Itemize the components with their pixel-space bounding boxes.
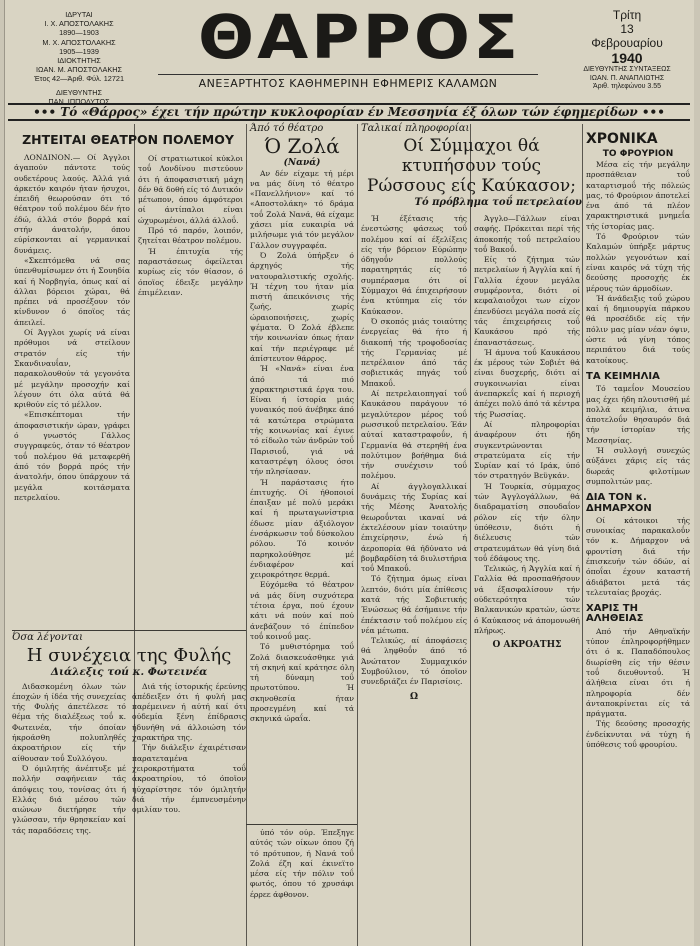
paragraph: Ή έξέτασις τής ένεστώσης φάσεως τοΰ πολέμου καί αί έξελίξεις είς τήν βόρειον Εύρώπην όδηγοΰν πολλούς παρατηρητάς είς τό συμπέρασμα ότι οί Σύμμαχοι θά έπιχειρήσουν ένα κτύπημα είς τόν Καύκασον. bbox=[361, 214, 467, 316]
founders-line: ΙΩΑΝ. Μ. ΑΠΟΣΤΟΛΑΚΗΣ bbox=[36, 65, 122, 75]
newspaper-subtitle: ΑΝΕΞΑΡΤΗΤΟΣ ΚΑΘΗΜΕΡΙΝΗ ΕΦΗΜΕΡΙΣ ΚΑΛΑΜΩΝ bbox=[158, 74, 538, 90]
paragraph: Οί στρατιωτικοί κύκλοι τοΰ Λονδίνου πιστεύουν ότι ή άποφασιστική μάχη δέν θά δοθή είς τό Δυτικόν μέτωπον, όπου άμφότεροι οί άντίπαλοι είναι ώχυρωμένοι, άλλά άλλοΰ. bbox=[138, 154, 243, 225]
column-rule bbox=[582, 124, 583, 946]
paragraph: Οί Άγγλοι χωρίς νά είναι πρόθυμοι νά στείλουν στρατόν είς τήν Σκανδιναυΐαν, παρακολουθούν τά γεγονότα μέ μεγάλην προσοχήν καί λέγουν ότι όλα αύτά θά κριθούν είς τό μέλλον. bbox=[14, 328, 130, 410]
paragraph: Ή συλλογή συνεχώς αύξάνει χάρις είς τάς δωρεάς φιλοτίμων συμπολιτών μας. bbox=[586, 446, 690, 486]
founders-line: Ι. Χ. ΑΠΟΣΤΟΛΑΚΗΣ bbox=[44, 19, 114, 29]
zola-subhead: (Νανά) bbox=[283, 158, 321, 169]
chronicles-column bbox=[586, 124, 690, 946]
paragraph: Διά τής ίστορικής έρεύνης άπέδειξεν ότι ή φυλή μας παρέμεινεν ή αύτή καί ότι ούδεμία ξένη έπίδρασις ήδυνήθη νά άλλοιώση τόν χαρακτήρα της. bbox=[132, 681, 246, 743]
paragraph: Μέσα είς τήν μεγάλην προσπάθειαν τοΰ καταρτισμοΰ τής πόλεώς μας, τό Φρούριον άποτελεί ένα άπό τά πλέον χαρακτηριστικά μνημεΐα τής ίστορίας μας. bbox=[586, 160, 690, 231]
paragraph: Τό μυθιστόρημα τοΰ Ζολά διασκευάσθηκε γιά τή σκηνή καί κράτησε όλη τή δύναμη τοΰ πρωτοτύπου. Ή σκηνοθεσία ήταν προσεγμένη καί τά σκηνικά ώραΐα. bbox=[250, 642, 354, 724]
month: Φεβρουαρίου bbox=[591, 36, 663, 50]
paragraph: Ή έπιτυχία τής παραστάσεως όφείλεται κυρίως είς τόν θίασον, ό όποϊος έδειξε μεγάλην έπιμέλειαν. bbox=[138, 246, 243, 297]
paragraph: Αί πληροφορίαι άναφέρουν ότι ήδη συγκεντρώνονται στρατεύματα είς τήν Συρίαν καί τό Ιράκ, ύπό τόν στρατηγόν Βεϋγκάν. bbox=[474, 419, 580, 481]
section-label: Όσα λέγονται bbox=[12, 632, 84, 643]
paragraph: Αί άγγλογαλλικαί δυνάμεις τής Συρίας καί τής Μέσης Άνατολής θεωροΰνται ικαναί νά έκτελέσουν μίαν τοιαύτην έπιχείρησιν, ένώ ή άεροπορία θά ήδύνατο νά βομβαρδίση τά διυλιστήρια τοΰ Μπακοΰ. bbox=[361, 481, 467, 574]
paragraph: Ή «Νανά» είναι ένα άπό τά πιό χαρακτηριστικά έργα του. Είναι ή ίστορία μιάς γυναικός πού άνέβηκε άπό τά κατώτερα στρώματα τής κοινωνίας καί έγινε τό είδωλο τών άνδρών τοΰ Παρισιοΰ, γιά νά καταστρέψη όλους όσοι τήν πλησίασαν. bbox=[250, 364, 354, 477]
editor-line: ΙΩΑΝ. Π. ΑΝΑΠΛΙΩΤΗΣ bbox=[589, 74, 665, 82]
section-title: ΧΑΡΙΣ ΤΗ ΑΛΗΘΕΙΑΣ bbox=[586, 603, 644, 625]
paragraph: ΛΟΝΔΙΝΟΝ.— Οί Άγγλοι άγαπούν πάντοτε τούς ουδετέρους λαούς. Άλλά γιά άρκετόν καιρόν ήταν ήσυχοι, έπειδή θεωρούσαν ότι τό θέατρον τοΰ πολέμου δέν ήτο έδώ, άλλά στόν βορρά καί στήν άνατολήν, όπου εύρίσκονται αί γερμανικαί δυνάμεις. bbox=[14, 153, 130, 255]
day: 13 bbox=[620, 22, 634, 36]
paragraph: Τό ζήτημα όμως είναι λεπτόν, διότι μία έπίθεσις κατά τής Σοβιετικής Ένώσεως θά έσήμαινε τήν έπέκτασιν τοΰ πολέμου είς νέα μέτωπα. bbox=[361, 574, 467, 635]
paragraph: Οί κάτοικοι τής συνοικίας παρακαλοΰν τόν κ. Δήμαρχον νά φροντίση διά τήν έπισκευήν τών όδών, αί όποΐαι έχουν καταστή άδιάβατοι μετά τάς τελευταίας βροχάς. bbox=[586, 515, 690, 597]
paragraph: Ή Τουρκία, σύμμαχος τών Άγγλογάλλων, θά διαδραματίση σπουδαΐον ρόλον είς τήν όλην ύπόθεσιν, διότι ή διέλευσις τών στρατευμάτων θά γίνη διά τοΰ έδάφους της. bbox=[474, 481, 580, 563]
paragraph: Τελικώς, αί άποφάσεις θά ληφθοΰν άπό τό Άνώτατον Συμμαχικόν Συμβούλιον, τό όποϊον συνεδριάζει έν Παρισίοις. bbox=[361, 636, 467, 687]
paragraph: «Επισκέπτομαι τήν άποφασιστικήν ώραν, γράφει ό γνωστός Γάλλος συγγραφεύς, όταν τό θέατρον τοΰ πολέμου θά μεταφερθή άπό τόν βορρά πρός τήν άνατολήν, όπου ύπάρχουν τά μεγάλα κοιτάσματα πετρελαίου. bbox=[14, 410, 130, 502]
paragraph: Άγγλο—Γάλλων είναι σαφής. Πρόκειται περί τής άποκοπής τοΰ πετρελαίου τοΰ Βακοΰ. bbox=[474, 214, 580, 254]
founders-line: ΔΙΕΥΘΥΝΤΗΣ bbox=[55, 87, 103, 97]
article-race-continuity bbox=[12, 633, 246, 946]
circulation-banner: ••• Τό «Θάρρος» έχει τήν πρώτην κυκλοφορίαν έν Μεσσηνία έξ όλων τών έφημερίδων ••• bbox=[8, 103, 690, 121]
paragraph: Είς τό ζήτημα τών πετρελαίων ή Άγγλία καί ή Γαλλία έχουν μεγάλα συμφέροντα, διότι οί κεφαλαιοΰχοι των είχον έπενδύσει μεγάλα ποσά είς τάς έπιχειρήσεις τοΰ Καυκάσου πρό τής έπαναστάσεως. bbox=[474, 255, 580, 347]
founders-line: Έτος 42—Άριθ. Φύλ. 12721 bbox=[33, 74, 125, 84]
section-label: Άπό τό θέατρο bbox=[250, 123, 324, 134]
headline-war-theatre: ΖΗΤΕΙΤΑΙ ΘΕΑΤΡΟΝ ΠΟΛΕΜΟΥ bbox=[22, 132, 234, 147]
fortress-subhead: ΤΟ ΦΡΟΥΡΙΟΝ bbox=[602, 149, 674, 159]
signature: Ο ΑΚΡΟΑΤΗΣ bbox=[492, 640, 562, 651]
chronicles-headline: ΧΡΟΝΙΚΑ bbox=[586, 131, 658, 147]
article-zola bbox=[250, 124, 354, 824]
article-zola-footer bbox=[250, 828, 354, 946]
founders-line: ΠΑΝ. ΙΠΠΟΛΥΤΟΣ bbox=[48, 96, 110, 106]
article-caucasus-head bbox=[361, 124, 582, 214]
headline-zola: Ό Ζολά bbox=[264, 134, 340, 159]
section-rule bbox=[246, 824, 357, 825]
paragraph: Τής δεούσης προσοχής ένδείκνυται νά τύχη ή ύπόθεσις τοΰ φρουρίου. bbox=[586, 719, 690, 750]
founders-line: Μ. Χ. ΑΠΟΣΤΟΛΑΚΗΣ bbox=[42, 37, 116, 47]
founders-block bbox=[18, 10, 140, 106]
weekday: Τρίτη bbox=[612, 8, 642, 22]
paragraph: Από τήν Αθηναϊκήν τύπον έπληροφορήθημεν ότι ό κ. Παπαδόπουλος διωρίσθη είς τήν θέσιν τοΰ διευθυντοΰ. Ή άλήθεια είναι ότι ή πληροφορία δέν άνταποκρίνεται είς τά πράγματα. bbox=[586, 626, 690, 719]
signature: Ω bbox=[409, 691, 418, 702]
column-rule bbox=[357, 124, 358, 946]
lecture-subhead: Διάλεξις τοú κ. Φωτεινέα bbox=[50, 666, 208, 679]
date-block bbox=[568, 8, 686, 92]
paragraph: «Σκεπτόμεθα νά σας ύπενθυμίσωμεν ότι ή Σουηδία καί ή Νορβηγία, όπως καί αί άλλαι βόρειοι χώραι, θά πρέπει νά προσέξουν τόν κίνδυνον ό όποϊος τάς άπειλεί. bbox=[14, 255, 130, 327]
article-caucasus-col2 bbox=[474, 214, 580, 946]
column-rule bbox=[246, 124, 247, 946]
paragraph: ύπό τόν ούρ. Έπεξηγε αύτός τών οίκων όπου ζή τό πρότυπον, ή Νανά τοΰ Ζολά έζη καί έκινεϊτο μέσα είς τήν πόλιν τοΰ φωτός, όπου τό χρυσάφι έρρεε άφθονον. bbox=[250, 828, 354, 899]
paragraph: Ό σκοπός μιάς τοιαύτης ένεργείας θά ήτο ή διακοπή τής τροφοδοσίας τής Γερμανίας μέ πετρέλαιον άπό τάς σοβιετικάς πηγάς τοΰ Μπακοΰ. bbox=[361, 316, 467, 388]
masthead bbox=[8, 4, 690, 104]
paragraph: Ή άμυνα τοΰ Καυκάσου έκ μέρους τών Σοβιέτ θά είναι δυσχερής, διότι αί συγκοινωνίαι είναι άνεπαρκεΐς καί ή περιοχή άπέχει πολύ άπό τά κέντρα τής Ρωσσίας. bbox=[474, 347, 580, 419]
column-rule bbox=[470, 124, 471, 946]
section-rule bbox=[12, 630, 246, 631]
headline-race: Η συνέχεια της Φυλής bbox=[26, 645, 232, 667]
paragraph: Ή παράστασις ήτο έπιτυχής. Οί ήθοποιοί έπαιξαν μέ πολύ μεράκι καί ή πρωταγωνίστρια έδωσε μίαν άξιόλογον ένσάρκωσιν τοΰ δύσκολου ρόλου. Τό κοινόν παρηκολούθησε μέ ένδιαφέρον καί χειροκρότησε θερμά. bbox=[250, 477, 354, 580]
paragraph: Τελικώς, ή Άγγλία καί ή Γαλλία θά προσπαθήσουν νά έξασφαλίσουν τήν ούδετερότητα τών Βαλκανικών κρατών, ώστε ό Καύκασος νά άπομονωθή πλήρως. bbox=[474, 564, 580, 635]
paragraph: Αν δέν είχαμε τή μέρι να μάς δίνη τό θέατρο «Πανελλήνιον» καί τό «Αποστολάκη» τό δράμα τοΰ Ζολά Νανά, θά είχαμε χάσει μία ευκαιρία νά μιλήσωμε γιά τόν μεγάλον Γάλλον συγγραφέα. bbox=[250, 168, 354, 250]
paragraph: Διδασκομένη όλων τών έποχών ή ίδέα τής συνεχείας τής Φυλής άπετέλεσε τό θέμα τής διαλέξεως τοΰ κ. Φωτεινέα, τήν όποίαν ήκροάσθη πολυπληθές άκροατήριον είς τήν αίθουσαν τοΰ Συλλόγου. bbox=[12, 681, 126, 763]
editor-line: ΔΙΕΥΘΥΝΤΗΣ ΣΥΝΤΑΞΕΩΣ bbox=[583, 66, 671, 73]
founders-line: 1905—1939 bbox=[59, 46, 99, 56]
paragraph: Τό ταμεΐον Μουσείου μας έχει ήδη πλουτισθή μέ πολλά κειμήλια, άτινα άποτελοΰν θησαυρόν διά τήν ίστορίαν τής Μεσσηνίας. bbox=[586, 384, 690, 445]
section-title: ΔΙΑ ΤΟΝ κ. ΔΗΜΑΡΧΟΝ bbox=[586, 492, 652, 514]
article-war-theatre-cont bbox=[138, 154, 243, 629]
oil-subhead: Τό πρόβλημα τοΰ πετρελαίου bbox=[414, 197, 582, 209]
newspaper-title: ΘΑΡΡΟΣ bbox=[198, 2, 522, 73]
section-title: ΤΑ ΚΕΙΜΗΛΙΑ bbox=[586, 370, 660, 382]
section-label: Ταλικαί πληροφορίαι bbox=[361, 123, 470, 134]
paragraph: Πρό τό παρόν, λοιπόν, ζητείται θέατρον πολέμου. bbox=[138, 226, 243, 246]
founders-line: 1890—1903 bbox=[59, 28, 99, 38]
article-caucasus-col1 bbox=[361, 214, 467, 946]
headline-caucasus: Οί Σύμμαχοι θά κτυπήσουν τούς Ρώσσους είς Καύκασον; bbox=[367, 136, 576, 197]
paragraph: Ό Ζολά ύπήρξεν ό άρχηγός τής νατουραλιστικής σχολής. Ή τέχνη του ήταν μία πιστή άπεικόνισις τής ζωής, χωρίς ώραιοποιήσεις, χωρίς ψέματα. Ό Ζολά έβλεπε τήν κοινωνίαν όπως ήταν καί τήν περιέγραφε μέ άπίστευτον θάρρος. bbox=[250, 250, 354, 363]
editor-line: Άριθ. τηλεφώνου 3.55 bbox=[592, 83, 662, 90]
paragraph: Τό Φρούριον τών Καλαμών ύπήρξε μάρτυς πολλών γεγονότων καί είναι καιρός νά τύχη τής δεούσης προσοχής έκ μέρους τών άρμοδίων. bbox=[586, 232, 690, 293]
paragraph: Τήν διάλεξιν έχαιρέτισαν παρατεταμένα χειροκροτήματα τοΰ άκροατηρίου, τό όποϊον ηύχαρίστησε τόν όμιλητήν διά τήν έμπνευσμένην ομιλίαν του. bbox=[132, 743, 246, 815]
paragraph: Ό όμιλητής άνέπτυξε μέ πολλήν σαφήνειαν τάς άπόψεις του, τονίσας ότι ή Ελλάς διά μέσου τών αιώνων διετήρησε τήν γλώσσαν, τήν θρησκείαν καί τάς παραδόσεις της. bbox=[12, 763, 126, 835]
year: 1940 bbox=[611, 50, 643, 66]
paragraph: Ή άνάδειξις τοΰ χώρου καί ή δημιουργία πάρκου θά προσέδιδε είς τήν πόλιν μας μίαν νέαν όψιν, ώστε νά γίνη τόπος περιπάτου διά τούς κατοίκους. bbox=[586, 293, 690, 365]
paragraph: Αί πετρελαιοπηγαί τοΰ Καυκάσου παράγουν τό μεγαλύτερον μέρος τοΰ ρωσσικοΰ πετρελαίου. Έάν αύταί καταστραφοΰν, ή Γερμανία θά στερηθή ένα πολύτιμον βοήθημα διά τήν συνέχισιν τοΰ πολέμου. bbox=[361, 389, 467, 481]
founders-line: ΙΔΙΟΚΤΗΤΗΣ bbox=[57, 56, 101, 66]
paragraph: Εύχόμεθα τό θέατρον νά μάς δίνη συχνότερα τέτοια έργα, πού έχουν κάτι νά πούν καί πού άνεβάζουν τό έπίπεδον τοΰ κοινοΰ μας. bbox=[250, 580, 354, 641]
founders-line: ΙΔΡΥΤΑΙ bbox=[65, 10, 93, 19]
